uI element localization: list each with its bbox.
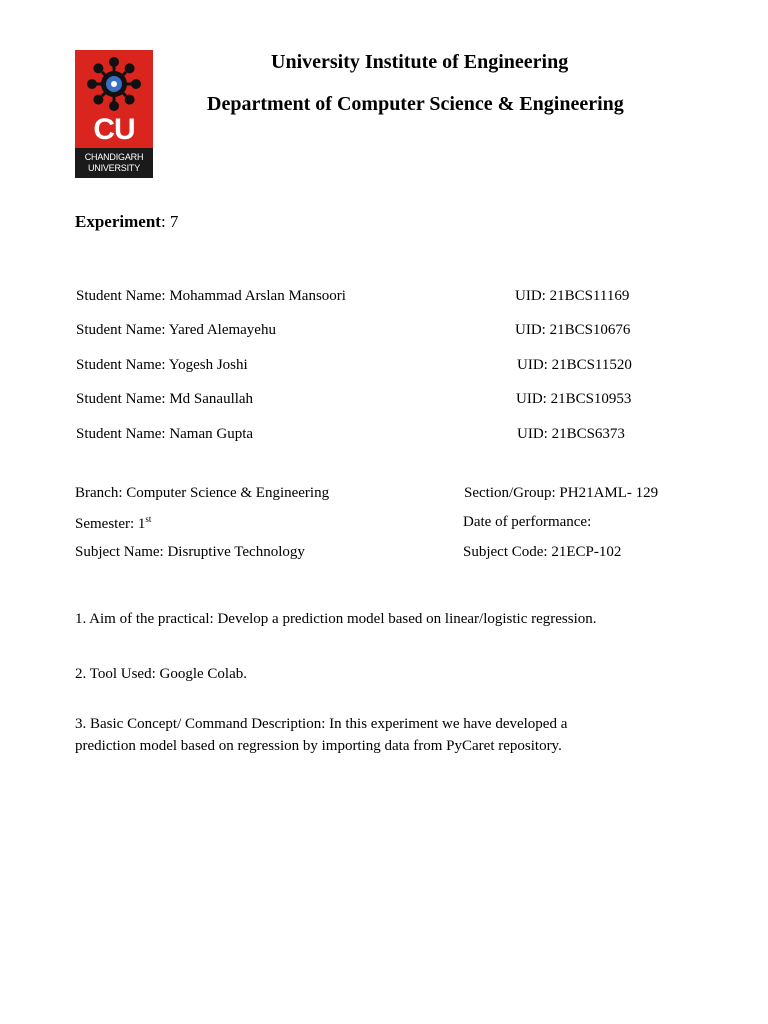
university-logo <box>75 50 153 178</box>
experiment-number: : 7 <box>160 212 179 231</box>
student-name-5: Student Name: Naman Gupta <box>76 426 254 442</box>
semester-suffix: st <box>145 514 152 524</box>
section-field: Section/Group: PH21AML- 129 <box>464 485 659 501</box>
experiment-label: Experiment <box>75 212 161 231</box>
aim-text: Develop a prediction model based on linear/logistic regression. <box>213 611 597 627</box>
subject-name-field: Subject Name: Disruptive Technology <box>75 544 305 560</box>
logo-text-line1: CHANDIGARH <box>84 152 144 162</box>
student-name-2: Student Name: Yared Alemayehu <box>76 322 276 338</box>
department-title: Department of Computer Science & Engineering <box>207 93 624 115</box>
logo-band <box>75 148 153 178</box>
student-uid-2: UID: 21BCS10676 <box>515 322 631 338</box>
subject-code-field: Subject Code: 21ECP-102 <box>463 544 622 560</box>
student-name-3: Student Name: Yogesh Joshi <box>76 357 248 373</box>
student-uid-5: UID: 21BCS6373 <box>517 426 625 442</box>
aim-label: 1. Aim of the practical: <box>75 611 214 627</box>
concept-line-1: 3. Basic Concept/ Command Description: In this experiment we have developed a <box>75 716 568 732</box>
date-of-performance-field: Date of performance: <box>463 514 592 530</box>
semester-text: Semester: 1 <box>75 516 146 532</box>
branch-field: Branch: Computer Science & Engineering <box>75 485 330 501</box>
aim-paragraph <box>75 611 597 628</box>
student-name-4: Student Name: Md Sanaullah <box>76 391 254 407</box>
student-uid-3: UID: 21BCS11520 <box>517 357 632 373</box>
experiment-heading <box>75 212 178 232</box>
logo-text-line2: UNIVERSITY <box>87 163 140 173</box>
semester-field <box>75 514 151 533</box>
student-name-1: Student Name: Mohammad Arslan Mansoori <box>76 288 346 304</box>
concept-line-2: prediction model based on regression by importing data from PyCaret repository. <box>75 738 562 754</box>
student-uid-1: UID: 21BCS11169 <box>515 288 630 304</box>
student-uid-4: UID: 21BCS10953 <box>516 391 632 407</box>
tool-paragraph: 2. Tool Used: Google Colab. <box>75 666 247 682</box>
emblem-icon <box>84 54 144 114</box>
logo-initials: CU <box>93 113 135 146</box>
institute-title: University Institute of Engineering <box>271 51 569 73</box>
